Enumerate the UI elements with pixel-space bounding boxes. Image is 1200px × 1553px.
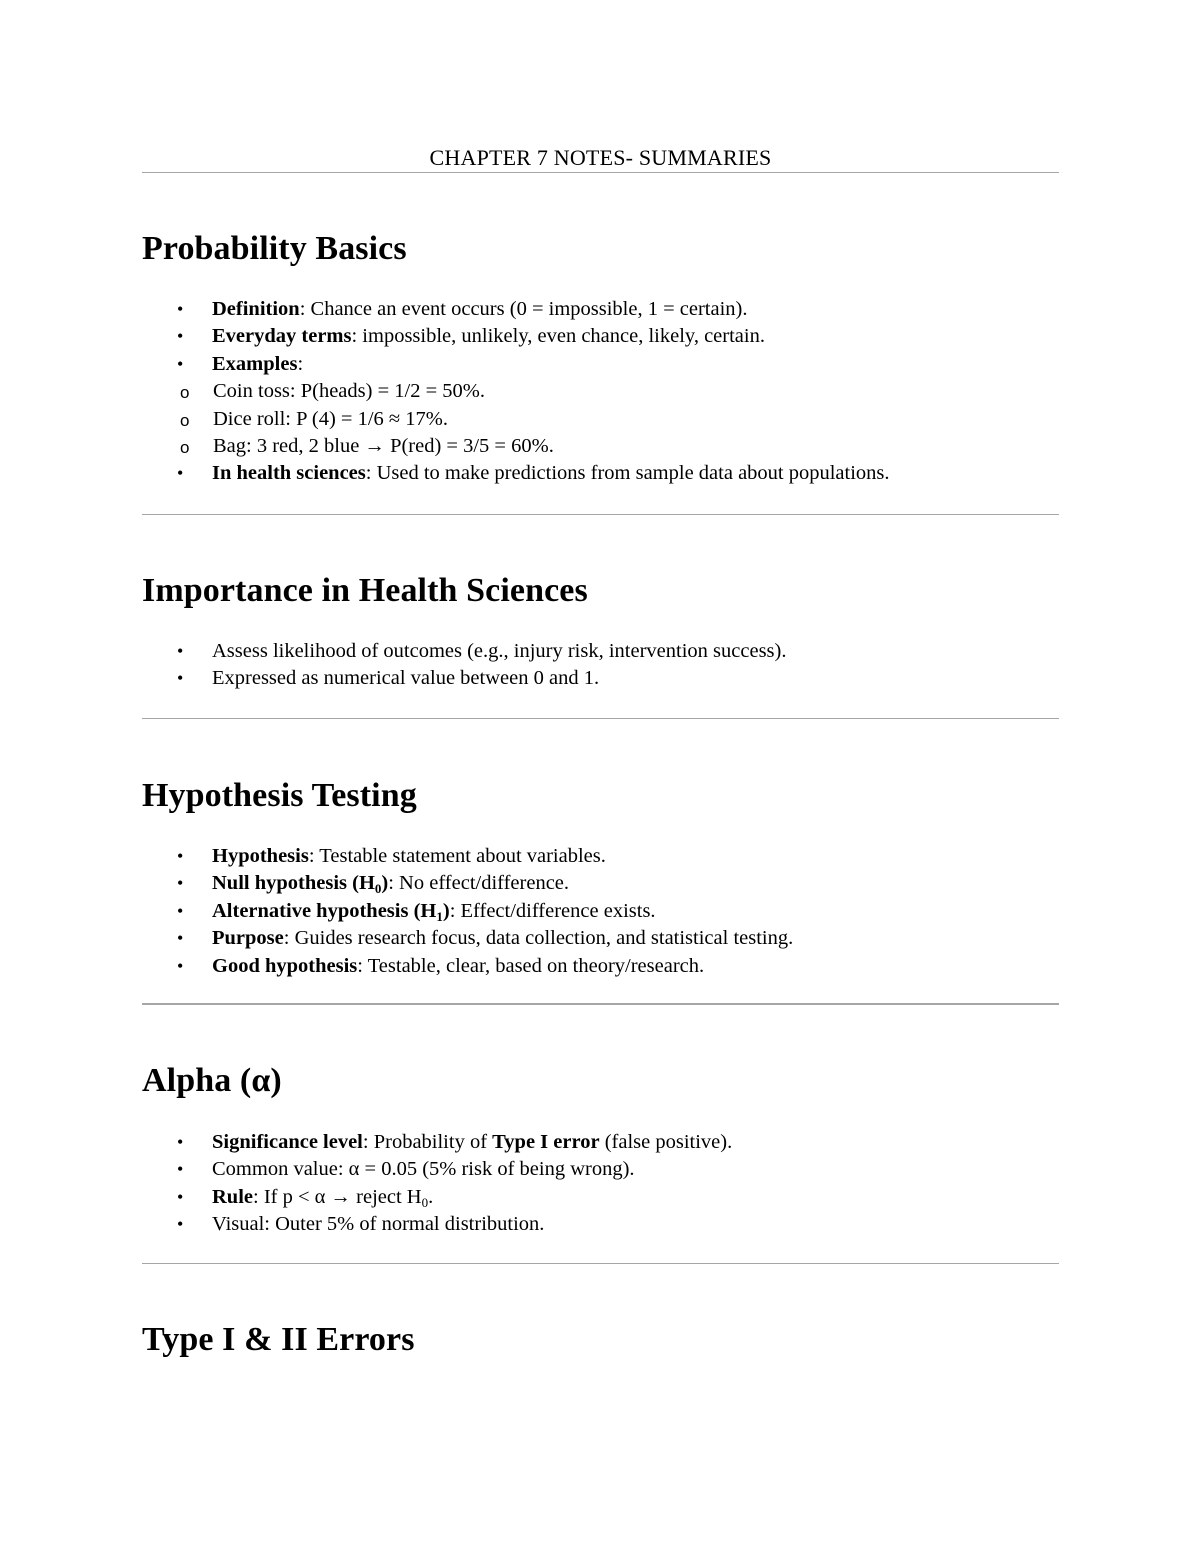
bullet-icon: •: [177, 928, 184, 949]
item-text: Common value: α = 0.05 (5% risk of being wrong).: [212, 1158, 635, 1181]
list-item: [142, 898, 1059, 925]
item-label: Good hypothesis: [212, 954, 358, 977]
item-label: In health sciences: [212, 462, 366, 485]
circle-bullet-icon: o: [180, 383, 190, 403]
bullet-icon: •: [177, 299, 184, 319]
item-text: : Used to make predictions from sample data about populations.: [365, 462, 890, 485]
bullet-list: [142, 1129, 1059, 1239]
item-label: [212, 900, 450, 922]
item-text: :: [297, 352, 304, 375]
label-text: Alternative hypothesis (H: [212, 899, 437, 922]
section-importance-health-sciences: [142, 571, 1059, 693]
bullet-icon: •: [177, 955, 184, 976]
list-item: [142, 1156, 1059, 1183]
bullet-icon: •: [177, 353, 184, 374]
item-text: Visual: Outer 5% of normal distribution.: [212, 1213, 545, 1236]
item-text: : Testable, clear, based on theory/research.: [357, 954, 705, 977]
item-text: : No effect/difference.: [388, 872, 570, 895]
divider: [142, 172, 1059, 173]
sub-item-text: Dice roll: P (4) = 1/6 ≈ 17%.: [213, 407, 448, 430]
sub-item-text: Bag: 3 red, 2 blue → P(red) = 3/5 = 60%.: [213, 435, 554, 458]
item-label: Purpose: [212, 927, 284, 950]
label-text: Null hypothesis (H: [212, 872, 375, 895]
list-item: [142, 296, 1059, 323]
list-item: [142, 323, 1059, 350]
sub-list: [142, 378, 1059, 460]
divider: [142, 514, 1059, 515]
circle-bullet-icon: o: [180, 410, 190, 430]
bullet-icon: •: [177, 1186, 184, 1207]
list-item: [142, 843, 1059, 870]
page-title: CHAPTER 7 NOTES- SUMMARIES: [429, 145, 772, 170]
sub-list-item: [142, 433, 1059, 460]
list-item: [142, 351, 1059, 461]
item-label: Examples: [212, 352, 298, 375]
item-text: Assess likelihood of outcomes (e.g., injury risk, intervention success).: [212, 640, 787, 662]
item-text: : Probability of: [362, 1131, 493, 1153]
item-text: : Guides research focus, data collection, and statistical testing.: [283, 927, 794, 950]
item-text-end: .: [428, 1185, 434, 1208]
label-subscript: 1: [436, 908, 443, 924]
section-heading: Hypothesis Testing: [142, 777, 417, 814]
bullet-icon: •: [177, 641, 184, 661]
item-text: : Chance an event occurs (0 = impossible, 1 = certain).: [299, 298, 748, 320]
section-probability-basics: [142, 229, 1059, 488]
divider: [142, 1263, 1059, 1264]
bullet-list: [142, 843, 1059, 980]
section-type-errors: [142, 1320, 1059, 1360]
list-item: [142, 1184, 1059, 1211]
list-item: [142, 665, 1059, 692]
bullet-icon: •: [177, 846, 184, 866]
item-subscript: 0: [421, 1194, 429, 1210]
list-item: [142, 870, 1059, 897]
item-label: Definition: [212, 298, 300, 320]
item-bold-term: Type I error: [492, 1131, 600, 1153]
list-item: [142, 460, 1059, 487]
item-text: Expressed as numerical value between 0 and 1.: [212, 667, 600, 690]
item-text: : Testable statement about variables.: [308, 845, 606, 867]
bullet-icon: •: [177, 1214, 184, 1235]
bullet-list: [142, 638, 1059, 693]
list-item: [142, 953, 1059, 980]
bullet-list: [142, 296, 1059, 488]
item-label: Significance level: [212, 1131, 363, 1153]
list-item: [142, 638, 1059, 665]
section-alpha: [142, 1061, 1059, 1239]
section-heading: Alpha (α): [142, 1062, 282, 1099]
list-item: [142, 925, 1059, 952]
bullet-icon: •: [177, 1159, 184, 1180]
item-label: [212, 872, 389, 897]
bullet-icon: •: [177, 1132, 184, 1152]
item-label: Everyday terms: [212, 325, 352, 348]
divider: [142, 718, 1059, 719]
item-text: : Effect/difference exists.: [449, 899, 656, 922]
bullet-icon: •: [177, 463, 184, 484]
item-text-end: (false positive).: [599, 1131, 733, 1153]
section-heading: Probability Basics: [142, 230, 407, 267]
sub-item-text: Coin toss: P(heads) = 1/2 = 50%.: [213, 380, 485, 403]
sub-list-item: [142, 406, 1059, 433]
list-item: [142, 1129, 1059, 1156]
label-end: ): [442, 899, 450, 922]
section-hypothesis-testing: [142, 776, 1059, 980]
item-label: Hypothesis: [212, 845, 309, 867]
bullet-icon: •: [177, 873, 184, 894]
item-label: Rule: [212, 1185, 253, 1208]
bullet-icon: •: [177, 668, 184, 689]
section-heading: Type I & II Errors: [142, 1321, 415, 1358]
bullet-icon: •: [177, 900, 184, 921]
divider: [142, 1003, 1059, 1005]
item-text: : impossible, unlikely, even chance, likely, certain.: [351, 325, 765, 348]
circle-bullet-icon: o: [180, 438, 190, 458]
sub-list-item: [142, 378, 1059, 405]
list-item: [142, 1211, 1059, 1238]
label-subscript: 0: [374, 881, 382, 897]
bullet-icon: •: [177, 326, 184, 347]
label-end: ): [381, 872, 389, 895]
section-heading: Importance in Health Sciences: [142, 572, 588, 609]
item-text: : If p < α → reject H: [253, 1185, 422, 1208]
